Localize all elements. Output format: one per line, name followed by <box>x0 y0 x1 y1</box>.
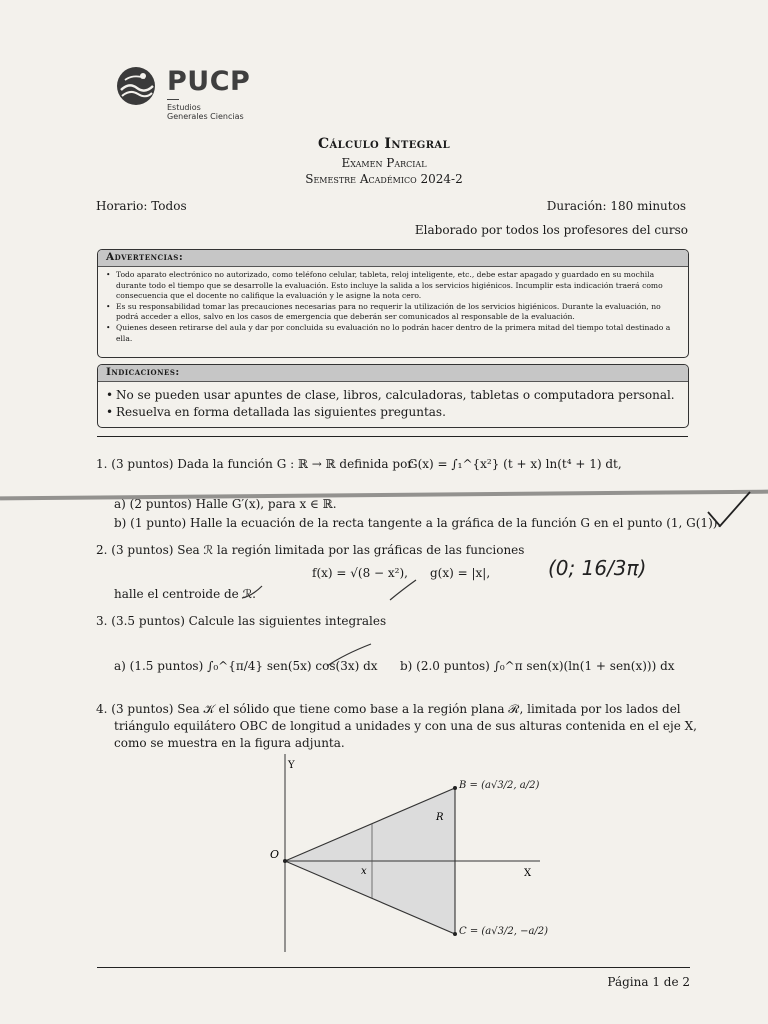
question-1b: b) (1 punto) Halle la ecuación de la recta tangente a la gráfica de la función G en el punto (1, G(1)). <box>114 516 722 530</box>
question-2-f: f(x) = √(8 − x²), <box>312 566 408 580</box>
schedule: Horario: Todos <box>96 199 187 213</box>
question-3b: b) (2.0 puntos) ∫₀^π sen(x)(ln(1 + sen(x))) dx <box>400 659 675 673</box>
point-b <box>453 786 457 790</box>
instructions-list <box>98 387 688 421</box>
question-2-end: halle el centroide de ℛ. <box>114 587 256 601</box>
question-4-line1: 4. (3 puntos) Sea 𝒦 el sólido que tiene como base a la región plana ℛ, limitada por los lados del <box>96 702 681 716</box>
point-c <box>453 932 457 936</box>
question-1a: a) (2 puntos) Halle G′(x), para x ∈ ℝ. <box>114 497 337 511</box>
duration: Duración: 180 minutos <box>546 199 686 213</box>
warning-item: • Todo aparato electrónico no autorizado, como teléfono celular, tableta, reloj inteligente, etc., debe estar apagado y guardado en su mochila durante todo el tiempo que se desarrolle la evaluación. Esto incluye la salida a los servicios higiénicos. Incumplir esta indicación traerá como consecuencia que el docente no califique la evaluación y le asigne la nota cero. <box>116 270 682 302</box>
instruction-item: • Resuelva en forma detallada las siguientes preguntas. <box>116 404 680 421</box>
point-c-label: C = (a√3/2, −a/2) <box>459 926 549 937</box>
instruction-item: • No se pueden usar apuntes de clase, libros, calculadoras, tabletas o computadora personal. <box>116 387 680 404</box>
question-4-line3: como se muestra en la figura adjunta. <box>114 736 345 750</box>
question-2-g: g(x) = |x|, <box>430 566 491 580</box>
section-divider <box>97 436 688 437</box>
question-3-intro: 3. (3.5 puntos) Calcule las siguientes integrales <box>96 614 387 628</box>
x-axis-label: X <box>524 868 532 879</box>
question-3a: a) (1.5 puntos) ∫₀^{π/4} sen(5x) cos(3x) dx <box>114 659 378 673</box>
warnings-list <box>98 270 688 344</box>
warning-item: • Es su responsabilidad tomar las precauciones necesarias para no requerir la utilización de los servicios higiénicos. Durante la evaluación, no podrá acceder a ellos, salvo en los casos de emergencia que deberán ser comunicados al responsable de la evaluación. <box>116 302 682 323</box>
question-2-intro: 2. (3 puntos) Sea ℛ la región limitada por las gráficas de las funciones <box>96 543 525 557</box>
instructions-box <box>97 364 689 428</box>
logo-divider <box>167 99 179 100</box>
warnings-box <box>97 249 689 358</box>
question-4-line2: triángulo equilátero OBC de longitud a unidades y con una de sus alturas contenida en el eje X, <box>114 719 697 733</box>
warnings-heading: Advertencias: <box>98 250 688 267</box>
origin-label: O <box>270 848 280 861</box>
logo-wordmark: PUCP <box>167 66 251 97</box>
authors: Elaborado por todos los profesores del curso <box>414 223 688 237</box>
footer-divider <box>97 967 690 968</box>
y-axis-label: Y <box>288 760 295 771</box>
logo-subtitle-line1: Estudios <box>167 103 201 112</box>
instructions-heading: Indicaciones: <box>98 365 688 382</box>
pen-stroke <box>325 640 375 670</box>
handwritten-answer: (0; 16/3π) <box>548 556 647 580</box>
question-1-formula: G(x) = ∫₁^{x²} (t + x) ln(t⁴ + 1) dt, <box>408 457 622 471</box>
region-label: R <box>436 812 444 823</box>
logo-subtitle <box>167 103 244 121</box>
exam-type: Examen Parcial <box>341 156 427 170</box>
question-1-intro: 1. (3 puntos) Dada la función G : ℝ → ℝ definida por <box>96 457 414 471</box>
slice-label: x <box>361 866 367 877</box>
semester: Semestre Académico 2024-2 <box>305 172 463 186</box>
pucp-seal-icon <box>115 66 159 106</box>
logo-subtitle-line2: Generales Ciencias <box>167 112 244 121</box>
origin-point <box>283 859 287 863</box>
course-title: Cálculo Integral <box>317 136 451 152</box>
page-number: Página 1 de 2 <box>607 975 690 989</box>
checkmark-icon <box>706 488 752 530</box>
warning-item: • Quienes deseen retirarse del aula y dar por concluida su evaluación no lo podrán hacer dentro de la primera mitad del tiempo total destinado a ella. <box>116 323 682 344</box>
pen-strokes <box>240 576 440 606</box>
point-b-label: B = (a√3/2, a/2) <box>459 780 540 791</box>
